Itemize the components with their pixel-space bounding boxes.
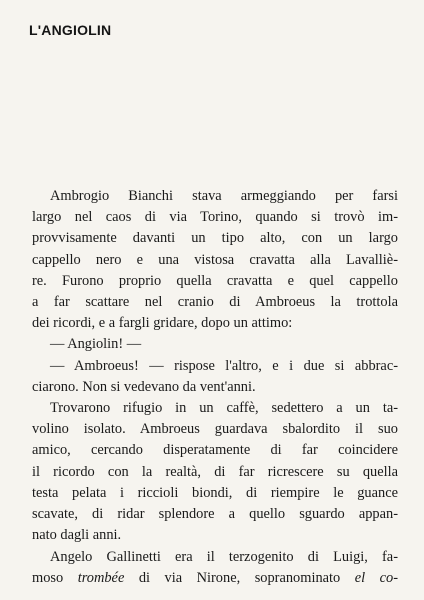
- text-line: testa pelata i riccioli biondi, di riempire le guance: [32, 484, 398, 501]
- text-line: Angelo Gallinetti era il terzogenito di Luigi, fa-: [50, 549, 398, 565]
- paragraph-1: [32, 186, 398, 398]
- text-segment: moso: [32, 570, 64, 587]
- paragraph-2: [32, 398, 398, 546]
- text-line: Trovarono rifugio in un caffè, sedettero a un ta-: [50, 400, 398, 416]
- chapter-title: L'ANGIOLIN: [29, 22, 112, 38]
- text-line: il ricordo con la realtà, di far ricrescere su quella: [32, 463, 398, 480]
- italic-term: trombée: [77, 570, 125, 587]
- text-line: ciarono. Non si vedevano da vent'anni.: [32, 378, 256, 395]
- text-line: provvisamente davanti un tipo alto, con un largo: [32, 230, 398, 247]
- text-line: Ambrogio Bianchi stava armeggiando per farsi: [50, 188, 398, 204]
- text-line: [32, 568, 398, 589]
- text-segment: di via Nirone, sopranominato: [138, 570, 341, 587]
- text-line: dei ricordi, e a fargli gridare, dopo un attimo:: [32, 315, 293, 332]
- text-line: nato dagli anni.: [32, 527, 122, 544]
- text-line: largo nel caos di via Torino, quando si trovò im-: [32, 209, 398, 226]
- text-line: cappello nero e una vistosa cravatta alla Lavalliè-: [32, 251, 398, 268]
- text-line: amico, cercando disperatamente di far coincidere: [32, 442, 398, 459]
- dialogue-line: — Ambroeus! — rispose l'altro, e i due si abbrac-: [50, 357, 398, 374]
- text-line: scavate, di ridar splendore a quello sguardo appan-: [32, 505, 398, 522]
- italic-term: el co-: [354, 570, 398, 587]
- text-line: re. Furono proprio quella cravatta e quel cappello: [32, 272, 398, 289]
- text-line: volino isolato. Ambroeus guardava sbalordito il suo: [32, 421, 398, 438]
- dialogue-line: — Angiolin! —: [50, 336, 142, 353]
- paragraph-3: [32, 547, 398, 589]
- text-line: a far scattare nel cranio di Ambroeus la trottola: [32, 293, 398, 310]
